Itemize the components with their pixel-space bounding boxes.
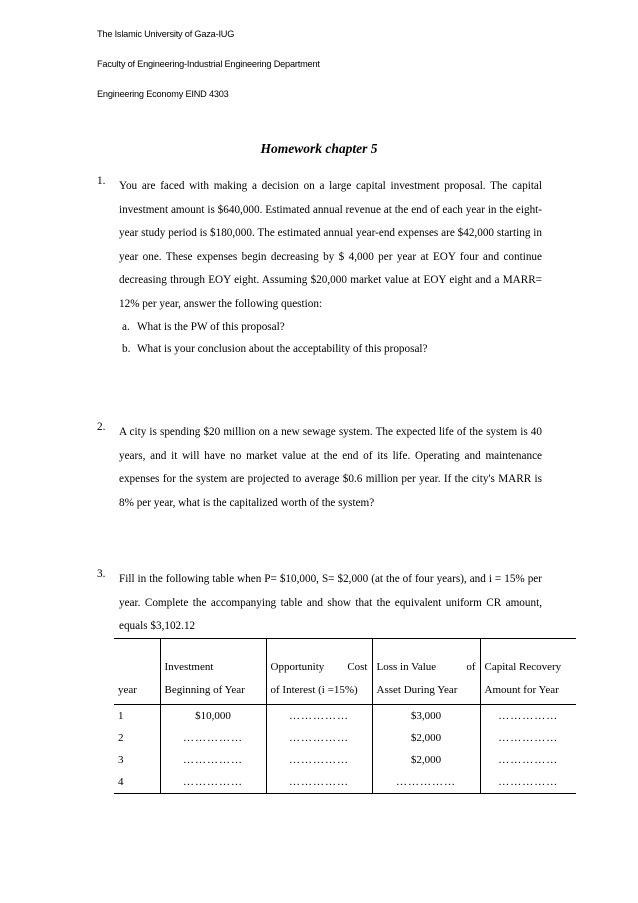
- question-1: [97, 175, 542, 360]
- cell-loss: $3,000: [372, 705, 480, 728]
- sub-question-a: [119, 316, 542, 338]
- sub-question-b: [119, 338, 542, 360]
- cell-capital-recovery: ……………: [480, 749, 576, 771]
- capital-recovery-table: [114, 638, 576, 794]
- cell-year: 2: [118, 732, 124, 744]
- question-text: You are faced with making a decision on a large capital investment proposal. The capital investment amount is $640,000. Estimated annual revenue at the end of each year in the eight-year study period is $180,000. The estimated annual year-end expenses are $42,000 starting in year one. These expenses begin decreasing by $ 4,000 per year at EOY four and continue decreasing through EOY eight. Assuming $20,000 market value at EOY eight and a MARR= 12% per year, answer the following question:: [119, 180, 542, 310]
- sub-question-letter: b.: [122, 343, 131, 355]
- document-header: [97, 20, 320, 110]
- table-row: [114, 771, 576, 794]
- cell-investment: ……………: [160, 749, 266, 771]
- course-name: Engineering Economy EIND 4303: [97, 89, 229, 99]
- table-row: [114, 727, 576, 749]
- sub-question-text: What is your conclusion about the acceptability of this proposal?: [137, 343, 428, 355]
- cell-investment: $10,000: [160, 705, 266, 728]
- cell-opportunity: ……………: [266, 749, 372, 771]
- cell-capital-recovery: ……………: [480, 705, 576, 728]
- cell-opportunity: ……………: [266, 727, 372, 749]
- sub-question-text: What is the PW of this proposal?: [137, 321, 285, 333]
- cell-year: 3: [118, 754, 124, 766]
- cell-loss: $2,000: [372, 727, 480, 749]
- cell-investment: ……………: [160, 771, 266, 794]
- cell-loss: ……………: [372, 771, 480, 794]
- header-capital-recovery: Capital Recovery Amount for Year: [480, 639, 576, 705]
- sub-question-letter: a.: [122, 321, 130, 333]
- cell-loss: $2,000: [372, 749, 480, 771]
- page-title: Homework chapter 5: [260, 141, 378, 156]
- cell-opportunity: ……………: [266, 705, 372, 728]
- header-investment: Investment Beginning of Year: [160, 639, 266, 705]
- question-2: [97, 421, 542, 515]
- table-row: [114, 705, 576, 728]
- university-name: The Islamic University of Gaza-IUG: [97, 29, 235, 39]
- cell-opportunity: ……………: [266, 771, 372, 794]
- faculty-name: Faculty of Engineering-Industrial Engineering Department: [97, 59, 320, 69]
- table-row: [114, 749, 576, 771]
- question-number: 1.: [97, 175, 106, 187]
- cell-year: 4: [114, 771, 160, 794]
- question-number: 3.: [97, 568, 106, 580]
- cell-investment: ……………: [160, 727, 266, 749]
- question-text: Fill in the following table when P= $10,000, S= $2,000 (at the of four years), and i = 15% per year. Complete the accompanying table and show that the equivalent uniform CR amount, equals $3,102.12: [119, 573, 542, 632]
- question-3: [97, 568, 542, 639]
- table-header-row: [114, 639, 576, 705]
- header-opportunity-cost: Opportunity Cost of Interest (i =15%): [266, 639, 372, 705]
- question-number: 2.: [97, 421, 106, 433]
- header-loss-in-value: Loss in Value of Asset During Year: [372, 639, 480, 705]
- header-year: year: [114, 639, 160, 705]
- cell-capital-recovery: ……………: [480, 771, 576, 794]
- question-text: A city is spending $20 million on a new sewage system. The expected life of the system is 40 years, and it will have no market value at the end of its life. Operating and maintenance expenses for the system are projected to average $0.6 million per year. If the city's MARR is 8% per year, what is the capitalized worth of the system?: [119, 426, 542, 509]
- cell-year: 1: [118, 710, 124, 722]
- cell-capital-recovery: ……………: [480, 727, 576, 749]
